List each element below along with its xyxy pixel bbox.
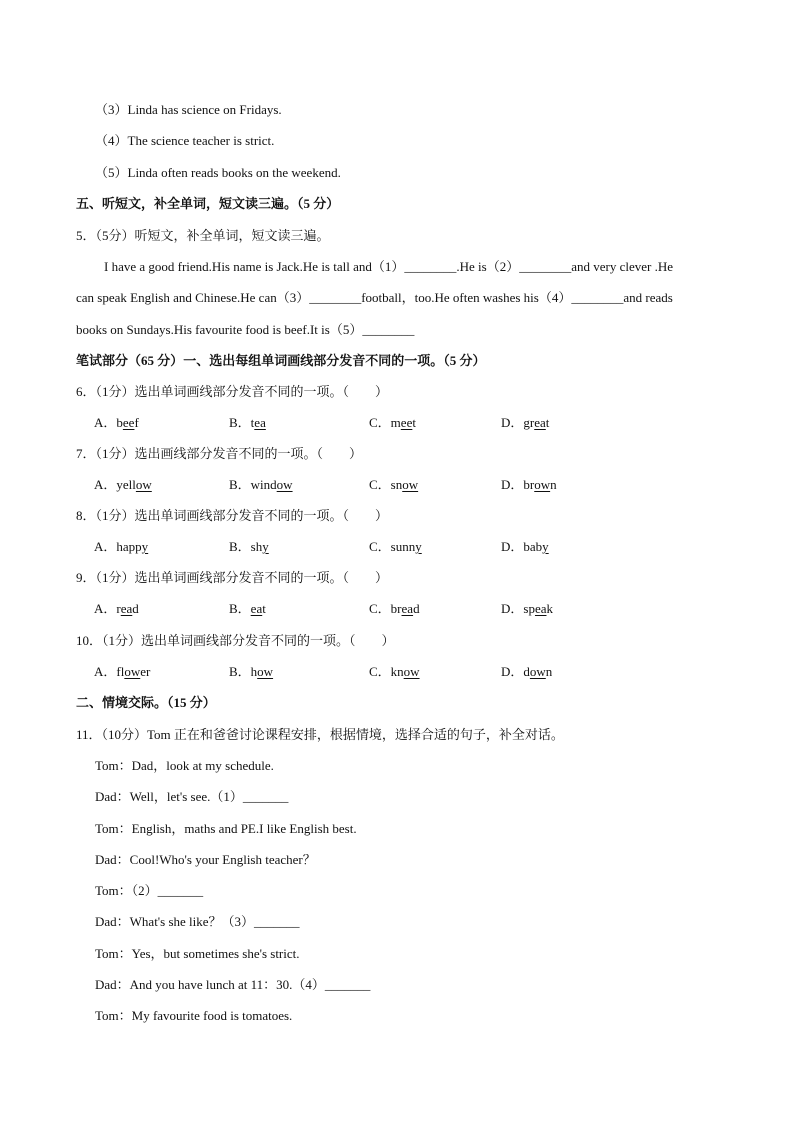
question-stem: 8．（1分）选出单词画线部分发音不同的一项。（ ） — [76, 508, 389, 523]
question-stem: 11．（10分）Tom 正在和爸爸讨论课程安排，根据情境，选择合适的句子，补全对话。 — [76, 727, 564, 742]
option-letter: D． — [501, 415, 524, 430]
word-part: f — [134, 415, 139, 430]
section-heading: 五、听短文，补全单词，短文读三遍。（5 分） — [76, 196, 340, 211]
statement-item: （4）The science teacher is strict. — [95, 133, 275, 148]
dialogue-line: Dad：Well，let's see.（1）_______ — [95, 789, 289, 804]
underlined-part: ee — [122, 415, 135, 430]
underlined-part: ee — [400, 415, 413, 430]
word-part: t — [262, 601, 266, 616]
dialogue-line: Tom：（2）_______ — [95, 883, 204, 898]
option-letter: D． — [501, 664, 524, 679]
word-part: br — [523, 477, 535, 492]
underlined-part: ow — [402, 477, 419, 492]
word-part: m — [390, 415, 401, 430]
section-heading: 笔试部分（65 分）一、选出每组单词画线部分发音不同的一项。（5 分） — [76, 353, 486, 368]
answer-option[interactable] — [229, 538, 269, 556]
dialogue-line: Dad：What's she like？（3）_______ — [95, 914, 300, 929]
option-letter: B． — [229, 539, 251, 554]
underlined-part: ow — [135, 477, 152, 492]
word-part: kn — [390, 664, 404, 679]
underlined-part: ow — [529, 664, 546, 679]
underlined-part: ow — [403, 664, 420, 679]
word-part: t — [412, 415, 416, 430]
dialogue-line: Dad：And you have lunch at 11：30.（4）_______ — [95, 977, 371, 992]
option-letter: D． — [501, 601, 524, 616]
word-part: sh — [250, 539, 263, 554]
option-letter: D． — [501, 539, 524, 554]
answer-option[interactable] — [501, 538, 549, 556]
answer-option[interactable] — [369, 414, 416, 432]
question-stem: 5．（5分）听短文，补全单词，短文读三遍。 — [76, 228, 330, 243]
option-letter: C． — [369, 601, 391, 616]
answer-option[interactable] — [229, 476, 293, 494]
dialogue-line: Tom：Dad，look at my schedule. — [95, 758, 274, 773]
underlined-part: ea — [534, 415, 546, 430]
options-row — [0, 600, 794, 618]
answer-option[interactable] — [501, 414, 549, 432]
word-part: n — [550, 477, 557, 492]
answer-option[interactable] — [94, 476, 152, 494]
statement-item: （3）Linda has science on Fridays. — [95, 102, 282, 117]
word-part: t — [250, 415, 255, 430]
answer-option[interactable] — [229, 600, 266, 618]
option-letter: A． — [94, 664, 117, 679]
word-part: d — [132, 601, 139, 616]
options-row — [0, 414, 794, 432]
answer-option[interactable] — [94, 663, 150, 681]
word-part: sunn — [390, 539, 416, 554]
underlined-part: y — [415, 539, 422, 554]
answer-option[interactable] — [369, 663, 420, 681]
passage-line: books on Sundays.His favourite food is beef.It is（5）________ — [76, 322, 415, 337]
answer-option[interactable] — [229, 663, 273, 681]
word-part: n — [545, 664, 553, 679]
answer-option[interactable] — [94, 538, 148, 556]
word-part: h — [250, 664, 258, 679]
word-part: er — [140, 664, 151, 679]
word-part: bab — [523, 539, 543, 554]
dialogue-line: Tom：My favourite food is tomatoes. — [95, 1008, 293, 1023]
word-part: happ — [116, 539, 142, 554]
word-part: br — [390, 601, 402, 616]
passage-line: can speak English and Chinese.He can（3）________football，too.He often washes his（4）________and reads — [76, 290, 673, 305]
word-part: sn — [390, 477, 403, 492]
dialogue-line: Dad：Cool!Who's your English teacher？ — [95, 852, 316, 867]
answer-option[interactable] — [94, 414, 139, 432]
answer-option[interactable] — [501, 600, 553, 618]
option-letter: A． — [94, 539, 117, 554]
answer-option[interactable] — [501, 663, 552, 681]
passage-line: I have a good friend.His name is Jack.He is tall and（1）________.He is（2）________and very clever .He — [104, 259, 673, 274]
underlined-part: ea — [254, 415, 266, 430]
word-part: d — [413, 601, 420, 616]
option-letter: B． — [229, 601, 251, 616]
answer-option[interactable] — [229, 414, 266, 432]
dialogue-line: Tom：Yes，but sometimes she's strict. — [95, 946, 300, 961]
option-letter: B． — [229, 477, 251, 492]
option-letter: A． — [94, 477, 117, 492]
underlined-part: ow — [124, 664, 141, 679]
option-letter: C． — [369, 477, 391, 492]
options-row — [0, 663, 794, 681]
word-part: fl — [116, 664, 125, 679]
word-part: k — [546, 601, 553, 616]
underlined-part: ow — [534, 477, 551, 492]
option-letter: C． — [369, 664, 391, 679]
underlined-part: ea — [401, 601, 414, 616]
underlined-part: ea — [534, 601, 547, 616]
statement-item: （5）Linda often reads books on the weekend. — [95, 165, 341, 180]
word-part: yell — [116, 477, 136, 492]
word-part: b — [116, 415, 123, 430]
question-stem: 7．（1分）选出画线部分发音不同的一项。（ ） — [76, 446, 363, 461]
question-stem: 10．（1分）选出单词画线部分发音不同的一项。（ ） — [76, 633, 395, 648]
word-part: gr — [523, 415, 535, 430]
underlined-part: ea — [120, 601, 133, 616]
dialogue-line: Tom：English，maths and PE.I like English best. — [95, 821, 357, 836]
word-part: wind — [250, 477, 277, 492]
underlined-part: y — [262, 539, 269, 554]
question-stem: 6．（1分）选出单词画线部分发音不同的一项。（ ） — [76, 384, 389, 399]
options-row — [0, 538, 794, 556]
answer-option[interactable] — [369, 600, 420, 618]
word-part: r — [116, 601, 121, 616]
option-letter: B． — [229, 664, 251, 679]
underlined-part: y — [542, 539, 549, 554]
option-letter: D． — [501, 477, 524, 492]
underlined-part: ow — [276, 477, 293, 492]
underlined-part: ow — [257, 664, 274, 679]
answer-option[interactable] — [94, 600, 139, 618]
option-letter: C． — [369, 415, 391, 430]
answer-option[interactable] — [369, 538, 422, 556]
underlined-part: y — [141, 539, 149, 554]
answer-option[interactable] — [501, 476, 557, 494]
underlined-part: ea — [250, 601, 263, 616]
option-letter: A． — [94, 415, 117, 430]
word-part: t — [545, 415, 550, 430]
word-part: d — [523, 664, 530, 679]
question-stem: 9．（1分）选出单词画线部分发音不同的一项。（ ） — [76, 570, 389, 585]
option-letter: C． — [369, 539, 391, 554]
option-letter: A． — [94, 601, 117, 616]
answer-option[interactable] — [369, 476, 418, 494]
section-heading: 二、情境交际。（15 分） — [76, 695, 216, 710]
word-part: sp — [523, 601, 535, 616]
options-row — [0, 476, 794, 494]
option-letter: B． — [229, 415, 251, 430]
